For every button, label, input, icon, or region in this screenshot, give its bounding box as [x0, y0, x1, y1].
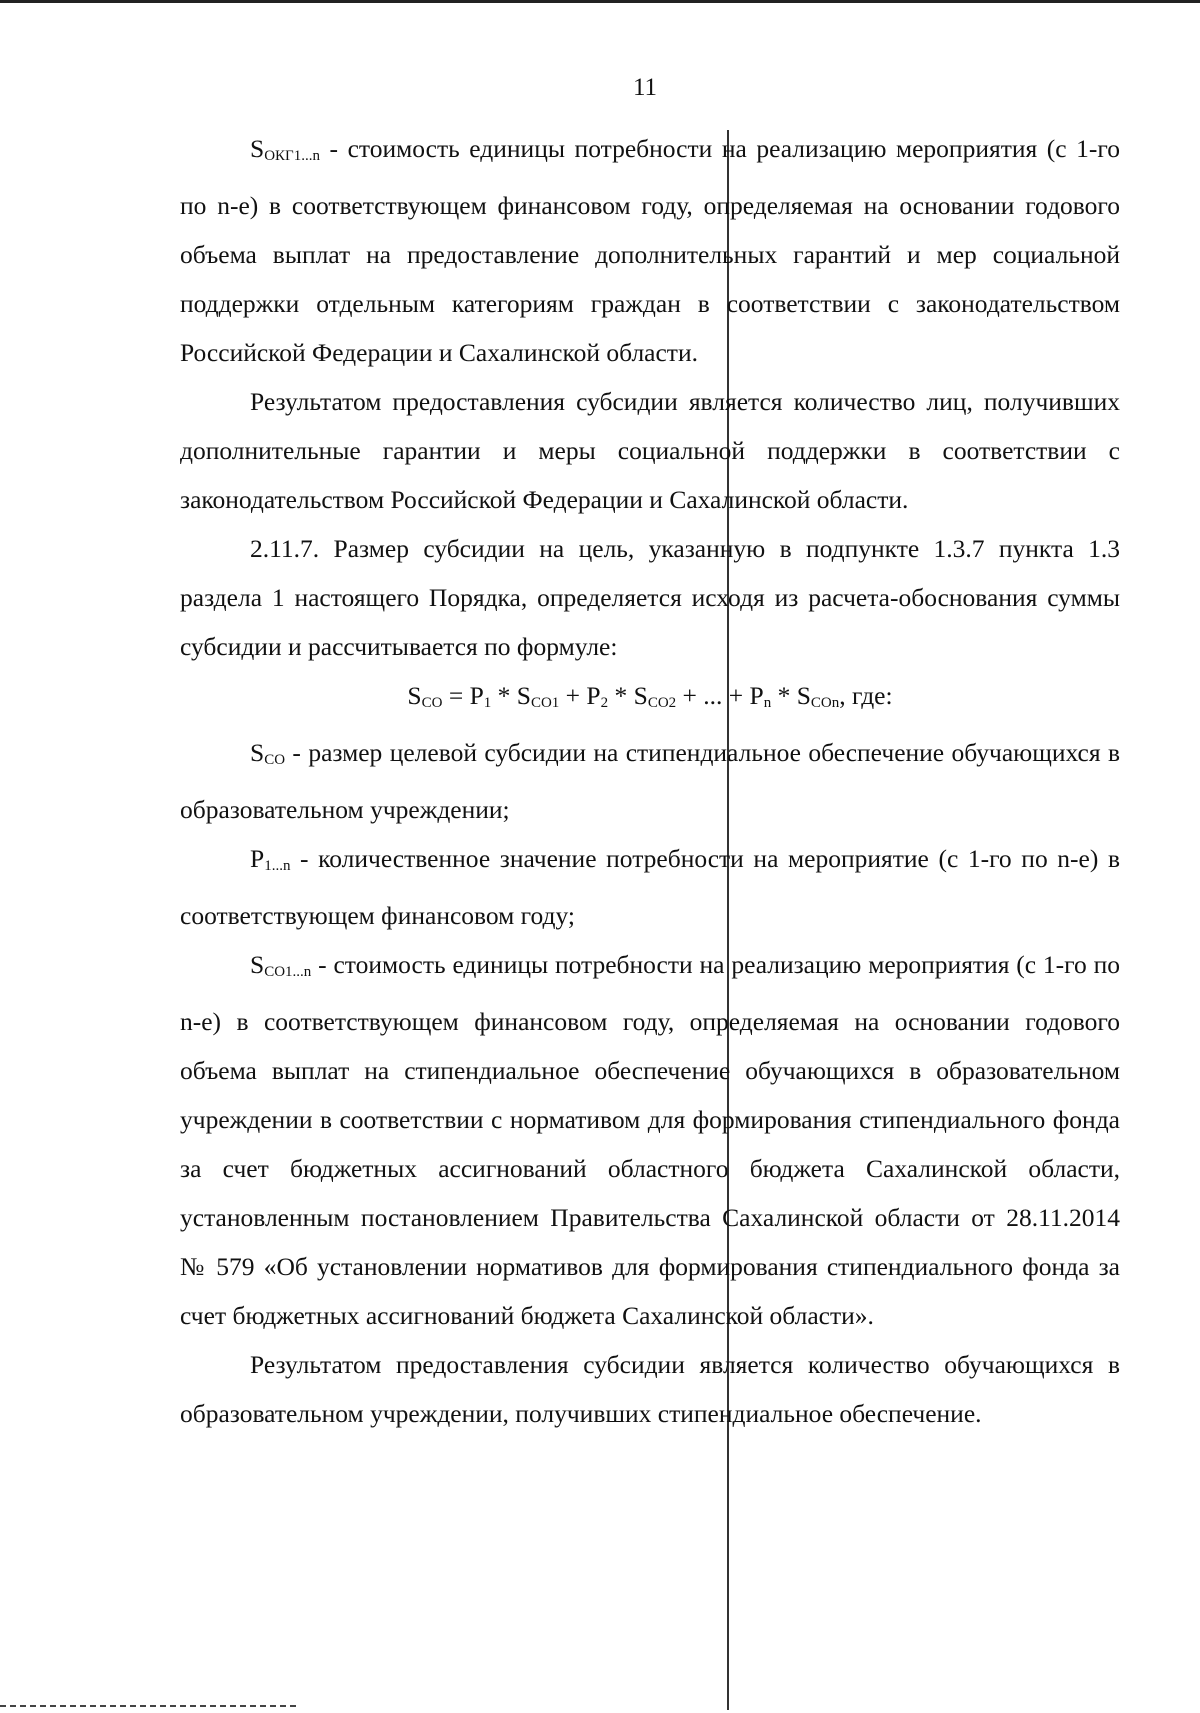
paragraph-cost-okg: $S_{ОКГ1...n}$ - стоимость единицы потребности на реализацию мероприятия (с 1-го по n-е) в соответствующем финансовом году, определяемая на основании годового объема выплат на предоставление дополнительных гарантий и мер социальной поддержки отдельным категориям граждан в соответствии с законодательством Российской Федерации и Сахалинской области.	[180, 134, 1120, 367]
formula: $S_{СО} = P_1 * S_{СО1} + P_2 * S_{СО2}$ + ... + $P_n * S_{СОn}$, где:	[407, 681, 893, 711]
paragraph-result-1: Результатом предоставления субсидии является количество лиц, получивших дополнительные гарантии и меры социальной поддержки в соответствии с законодательством Российской Федерации и Сахалинской области.	[180, 387, 1120, 514]
definition-p: $P_{1...n}$ - количественное значение потребности на мероприятие (с 1-го по n-е) в соответствующем финансовом году;	[180, 844, 1120, 930]
paragraph-2-11-7: 2.11.7. Размер субсидии на цель, указанную в подпункте 1.3.7 пункта 1.3 раздела 1 настоящего Порядка, определяется исходя из расчета-обоснования суммы субсидии и рассчитывается по формуле:	[180, 534, 1120, 661]
body-text	[180, 124, 1120, 1438]
scan-bottom-artifact	[0, 1705, 300, 1707]
definition-sco-n: $S_{СО1...n}$ - стоимость единицы потребности на реализацию мероприятия (с 1-го по n-е) в соответствующем финансовом году, определяемая на основании годового объема выплат на стипендиальное обеспечение обучающихся в образовательном учреждении в соответствии с нормативом для формирования стипендиального фонда за счет бюджетных ассигнований областного бюджета Сахалинской области, установленным постановлением Правительства Сахалинской области от 28.11.2014 № 579 «Об установлении нормативов для формирования стипендиального фонда за счет бюджетных ассигнований бюджета Сахалинской области».	[180, 950, 1120, 1330]
page-number: 11	[632, 74, 658, 101]
paragraph-result-2: Результатом предоставления субсидии является количество обучающихся в образовательном учреждении, получивших стипендиальное обеспечение.	[180, 1350, 1120, 1428]
definition-sco: $S_{СО}$ - размер целевой субсидии на стипендиальное обеспечение обучающихся в образовательном учреждении;	[180, 738, 1120, 824]
scan-top-border	[0, 0, 1200, 3]
